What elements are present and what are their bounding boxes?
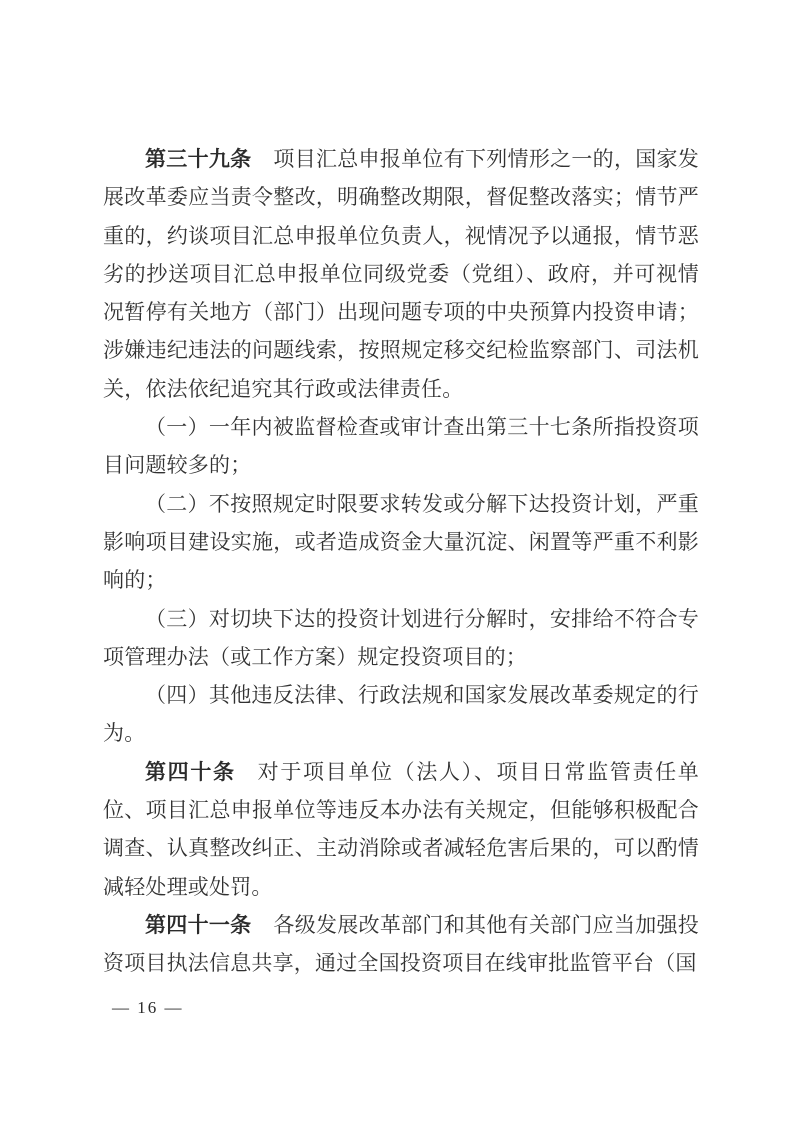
clause-item-2-text: （二）不按照规定时限要求转发或分解下达投资计划，严重影响项目建设实施，或者造成资金大量沉淀、闲置等严重不利影响的； [103, 491, 699, 593]
page-number: — 16 — [112, 998, 184, 1017]
clause-item-4 [103, 676, 699, 753]
article-39-text: 项目汇总申报单位有下列情形之一的，国家发展改革委应当责令整改，明确整改期限，督促整改落实；情节严重的，约谈项目汇总申报单位负责人，视情况予以通报，情节恶劣的抄送项目汇总申报单位同级党委（党组）、政府，并可视情况暂停有关地方（部门）出现问题专项的中央预算内投资申请；涉嫌违纪违法的问题线索，按照规定移交纪检监察部门、司法机关，依法依纪追究其行政或法律责任。 [103, 147, 700, 401]
clause-item-2 [103, 485, 699, 600]
article-41-number: 第四十一条 [145, 912, 252, 937]
paragraph-article-41 [103, 906, 699, 983]
clause-item-3 [103, 600, 699, 677]
clause-item-1 [103, 408, 699, 485]
article-41-text: 各级发展改革部门和其他有关部门应当加强投资项目执法信息共享，通过全国投资项目在线审批监管平台（国 [103, 912, 700, 976]
article-40-number: 第四十条 [145, 759, 236, 784]
paragraph-article-40 [103, 753, 699, 906]
clause-item-3-text: （三）对切块下达的投资计划进行分解时，安排给不符合专项管理办法（或工作方案）规定投资项目的； [103, 606, 699, 669]
clause-item-1-text: （一）一年内被监督检查或审计查出第三十七条所指投资项目问题较多的； [103, 415, 699, 478]
article-40-text: 对于项目单位（法人）、项目日常监管责任单位、项目汇总申报单位等违反本办法有关规定，但能够积极配合调查、认真整改纠正、主动消除或者减轻危害后果的，可以酌情减轻处理或处罚。 [103, 759, 699, 899]
article-39-number: 第三十九条 [145, 147, 252, 171]
document-body [103, 140, 699, 983]
clause-item-4-text: （四）其他违反法律、行政法规和国家发展改革委规定的行为。 [103, 683, 699, 746]
paragraph-article-39 [103, 140, 699, 408]
